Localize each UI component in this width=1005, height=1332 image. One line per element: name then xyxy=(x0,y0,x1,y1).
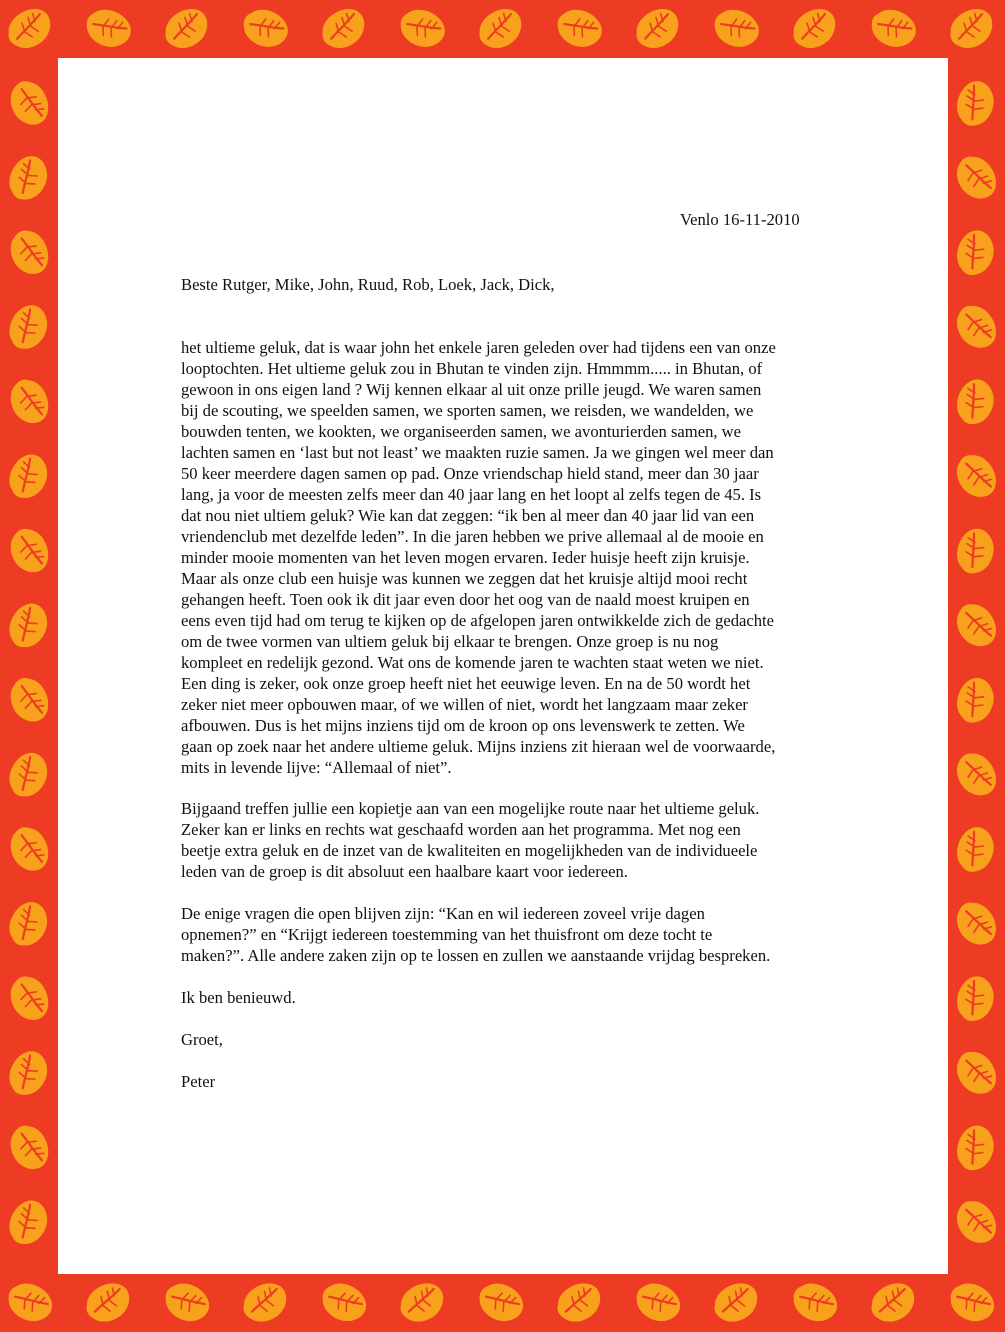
leaf-icon xyxy=(708,1277,764,1329)
leaf-icon xyxy=(943,1276,1000,1330)
leaf-icon xyxy=(80,1277,136,1329)
leaf-icon xyxy=(865,1277,921,1329)
leaf-icon xyxy=(786,2,843,56)
paragraph-1 xyxy=(181,337,776,778)
leaf-icon xyxy=(158,2,215,56)
leaf-icon xyxy=(951,1121,1000,1176)
leaf-icon xyxy=(2,747,56,804)
leaf-icon xyxy=(315,2,372,56)
text-line: gehangen heeft. Toen ook ik dit jaar even door het oog van de naald moest kruipen en xyxy=(181,590,750,609)
leaf-icon xyxy=(2,299,56,356)
leaf-icon xyxy=(80,3,136,55)
leaf-icon xyxy=(5,76,54,131)
leaf-icon xyxy=(5,225,54,280)
leaf-icon xyxy=(394,3,450,55)
text-line: De enige vragen die open blijven zijn: “Kan en wil iedereen zoveel vrije dagen xyxy=(181,904,705,923)
leaf-icon xyxy=(5,1120,54,1175)
leaf-icon xyxy=(951,524,1000,579)
leaf-icon xyxy=(951,972,1000,1027)
text-line: zeker niet meer opbouwen maar, of we willen of niet, wordt het langzaam maar zeker xyxy=(181,695,748,714)
paragraph-3 xyxy=(181,903,770,966)
leaf-icon xyxy=(1,2,58,56)
text-line: bij de scouting, we speelden samen, we sporten samen, we reisden, we wandelden, we xyxy=(181,401,754,420)
leaf-icon xyxy=(949,1193,1003,1250)
letter-date: Venlo 16-11-2010 xyxy=(680,210,800,229)
closing-line: Ik ben benieuwd. xyxy=(181,988,296,1007)
leaf-icon xyxy=(951,822,1000,877)
leaf-icon xyxy=(951,375,1000,430)
text-line: Een ding is zeker, ook onze groep heeft niet het eeuwige leven. En na de 50 wordt het xyxy=(181,674,751,693)
greeting: Groet, xyxy=(181,1030,223,1049)
leaf-icon xyxy=(551,1277,607,1329)
letter-salutation: Beste Rutger, Mike, John, Ruud, Rob, Loek, Jack, Dick, xyxy=(181,275,555,294)
leaf-icon xyxy=(951,76,1000,131)
paragraph-2 xyxy=(181,798,759,882)
text-line: 50 keer meerdere dagen samen op pad. Onze vriendschap hield stand, meer dan 30 jaar xyxy=(181,464,759,483)
leaf-icon xyxy=(5,523,54,578)
leaf-icon xyxy=(2,448,56,505)
signature: Peter xyxy=(181,1072,216,1091)
text-line: afbouwen. Dus is het mijns inziens tijd om de kroon op ons levenswerk te zetten. We xyxy=(181,716,745,735)
leaf-icon xyxy=(5,971,54,1026)
text-line: vriendenclub met dezelfde leden”. In die jaren hebben we prive allemaal al de mooie en xyxy=(181,527,764,546)
text-line: opnemen?” en “Krijgt iedereen toestemming van het thuisfront om deze tocht te xyxy=(181,925,713,944)
leaf-icon xyxy=(158,1276,215,1330)
text-line: minder mooie momenten van het leven mogen ervaren. Ieder huisje heeft zijn kruisje. xyxy=(181,548,750,567)
leaf-icon xyxy=(949,1044,1003,1101)
leaf-icon xyxy=(949,447,1003,504)
leaf-icon xyxy=(2,597,56,654)
leaf-icon xyxy=(315,1276,372,1330)
leaf-icon xyxy=(949,746,1003,803)
leaf-icon xyxy=(394,1277,450,1329)
leaf-icon xyxy=(708,3,764,55)
leaf-icon xyxy=(629,1276,686,1330)
leaf-icon xyxy=(5,822,54,877)
leaf-icon xyxy=(949,895,1003,952)
text-line: gaan op zoek naar het andere ultieme geluk. Mijns inziens zit hieraan wel de voorwaarde, xyxy=(181,737,776,756)
leaf-icon xyxy=(472,2,529,56)
leaf-icon xyxy=(237,3,293,55)
text-line: mits in levende lijve: “Allemaal of niet”. xyxy=(181,758,452,777)
leaf-icon xyxy=(2,1194,56,1251)
text-line: Bijgaand treffen jullie een kopietje aan van een mogelijke route naar het ultieme geluk. xyxy=(181,799,760,818)
text-line: gewoon in ons eigen land ? Wij kennen elkaar al uit onze prille jeugd. We waren samen xyxy=(181,380,762,399)
leaf-icon xyxy=(237,1277,293,1329)
leaf-icon xyxy=(951,226,1000,281)
leaf-icon xyxy=(2,896,56,953)
leaf-icon xyxy=(949,597,1003,654)
text-line: looptochten. Het ultieme geluk zou in Bhutan te vinden zijn. Hmmmm..... in Bhutan, of xyxy=(181,359,763,378)
text-line: het ultieme geluk, dat is waar john het enkele jaren geleden over had tijdens een van onze xyxy=(181,338,776,357)
leaf-icon xyxy=(5,374,54,429)
text-line: eens even tijd had om terug te kijken op de afgelopen jaren ontwikkelde zich de gedachte xyxy=(181,611,774,630)
text-line: lachten samen en ‘last but not least’ we maakten ruzie samen. Ja we gingen wel meer dan xyxy=(181,443,774,462)
text-line: leden van de groep is dit absoluut een haalbare kaart voor iedereen. xyxy=(181,862,628,881)
leaf-icon xyxy=(949,149,1003,206)
leaf-icon xyxy=(1,1276,58,1330)
leaf-icon xyxy=(951,673,1000,728)
leaf-icon xyxy=(865,3,921,55)
leaf-icon xyxy=(2,1045,56,1102)
leaf-icon xyxy=(2,150,56,207)
text-line: om de twee vormen van ultiem geluk bij elkaar te brengen. Onze groep is nu nog xyxy=(181,632,719,651)
text-line: Zeker kan er links en rechts wat geschaafd worden aan het programma. Met nog een xyxy=(181,820,741,839)
leaf-icon xyxy=(786,1276,843,1330)
leaf-icon xyxy=(472,1276,529,1330)
leaf-icon xyxy=(5,672,54,727)
text-line: dat nou niet ultiem geluk? Wie kan dat zeggen: “ik ben al meer dan 40 jaar lid van een xyxy=(181,506,755,525)
text-line: kompleet en redelijk gezond. Wat ons de komende jaren te wachten staat weten we niet. xyxy=(181,653,764,672)
text-line: Maar als onze club een huisje was kunnen we zeggen dat het kruisje altijd mooi recht xyxy=(181,569,748,588)
text-line: beetje extra geluk en de inzet van de kwaliteiten en mogelijkheden van de individueele xyxy=(181,841,758,860)
text-line: maken?”. Alle andere zaken zijn op te lossen en zullen we aanstaande vrijdag bespreken. xyxy=(181,946,771,965)
leaf-icon xyxy=(551,3,607,55)
leaf-icon xyxy=(949,298,1003,355)
leaf-icon xyxy=(629,2,686,56)
text-line: lang, ja voor de meesten zelfs meer dan 40 jaar lang en het loopt al zelfs tegen de 45. Is xyxy=(181,485,762,504)
text-line: bouwden tenten, we kookten, we organiseerden samen, we avonturierden samen, we xyxy=(181,422,742,441)
leaf-icon xyxy=(943,2,1000,56)
